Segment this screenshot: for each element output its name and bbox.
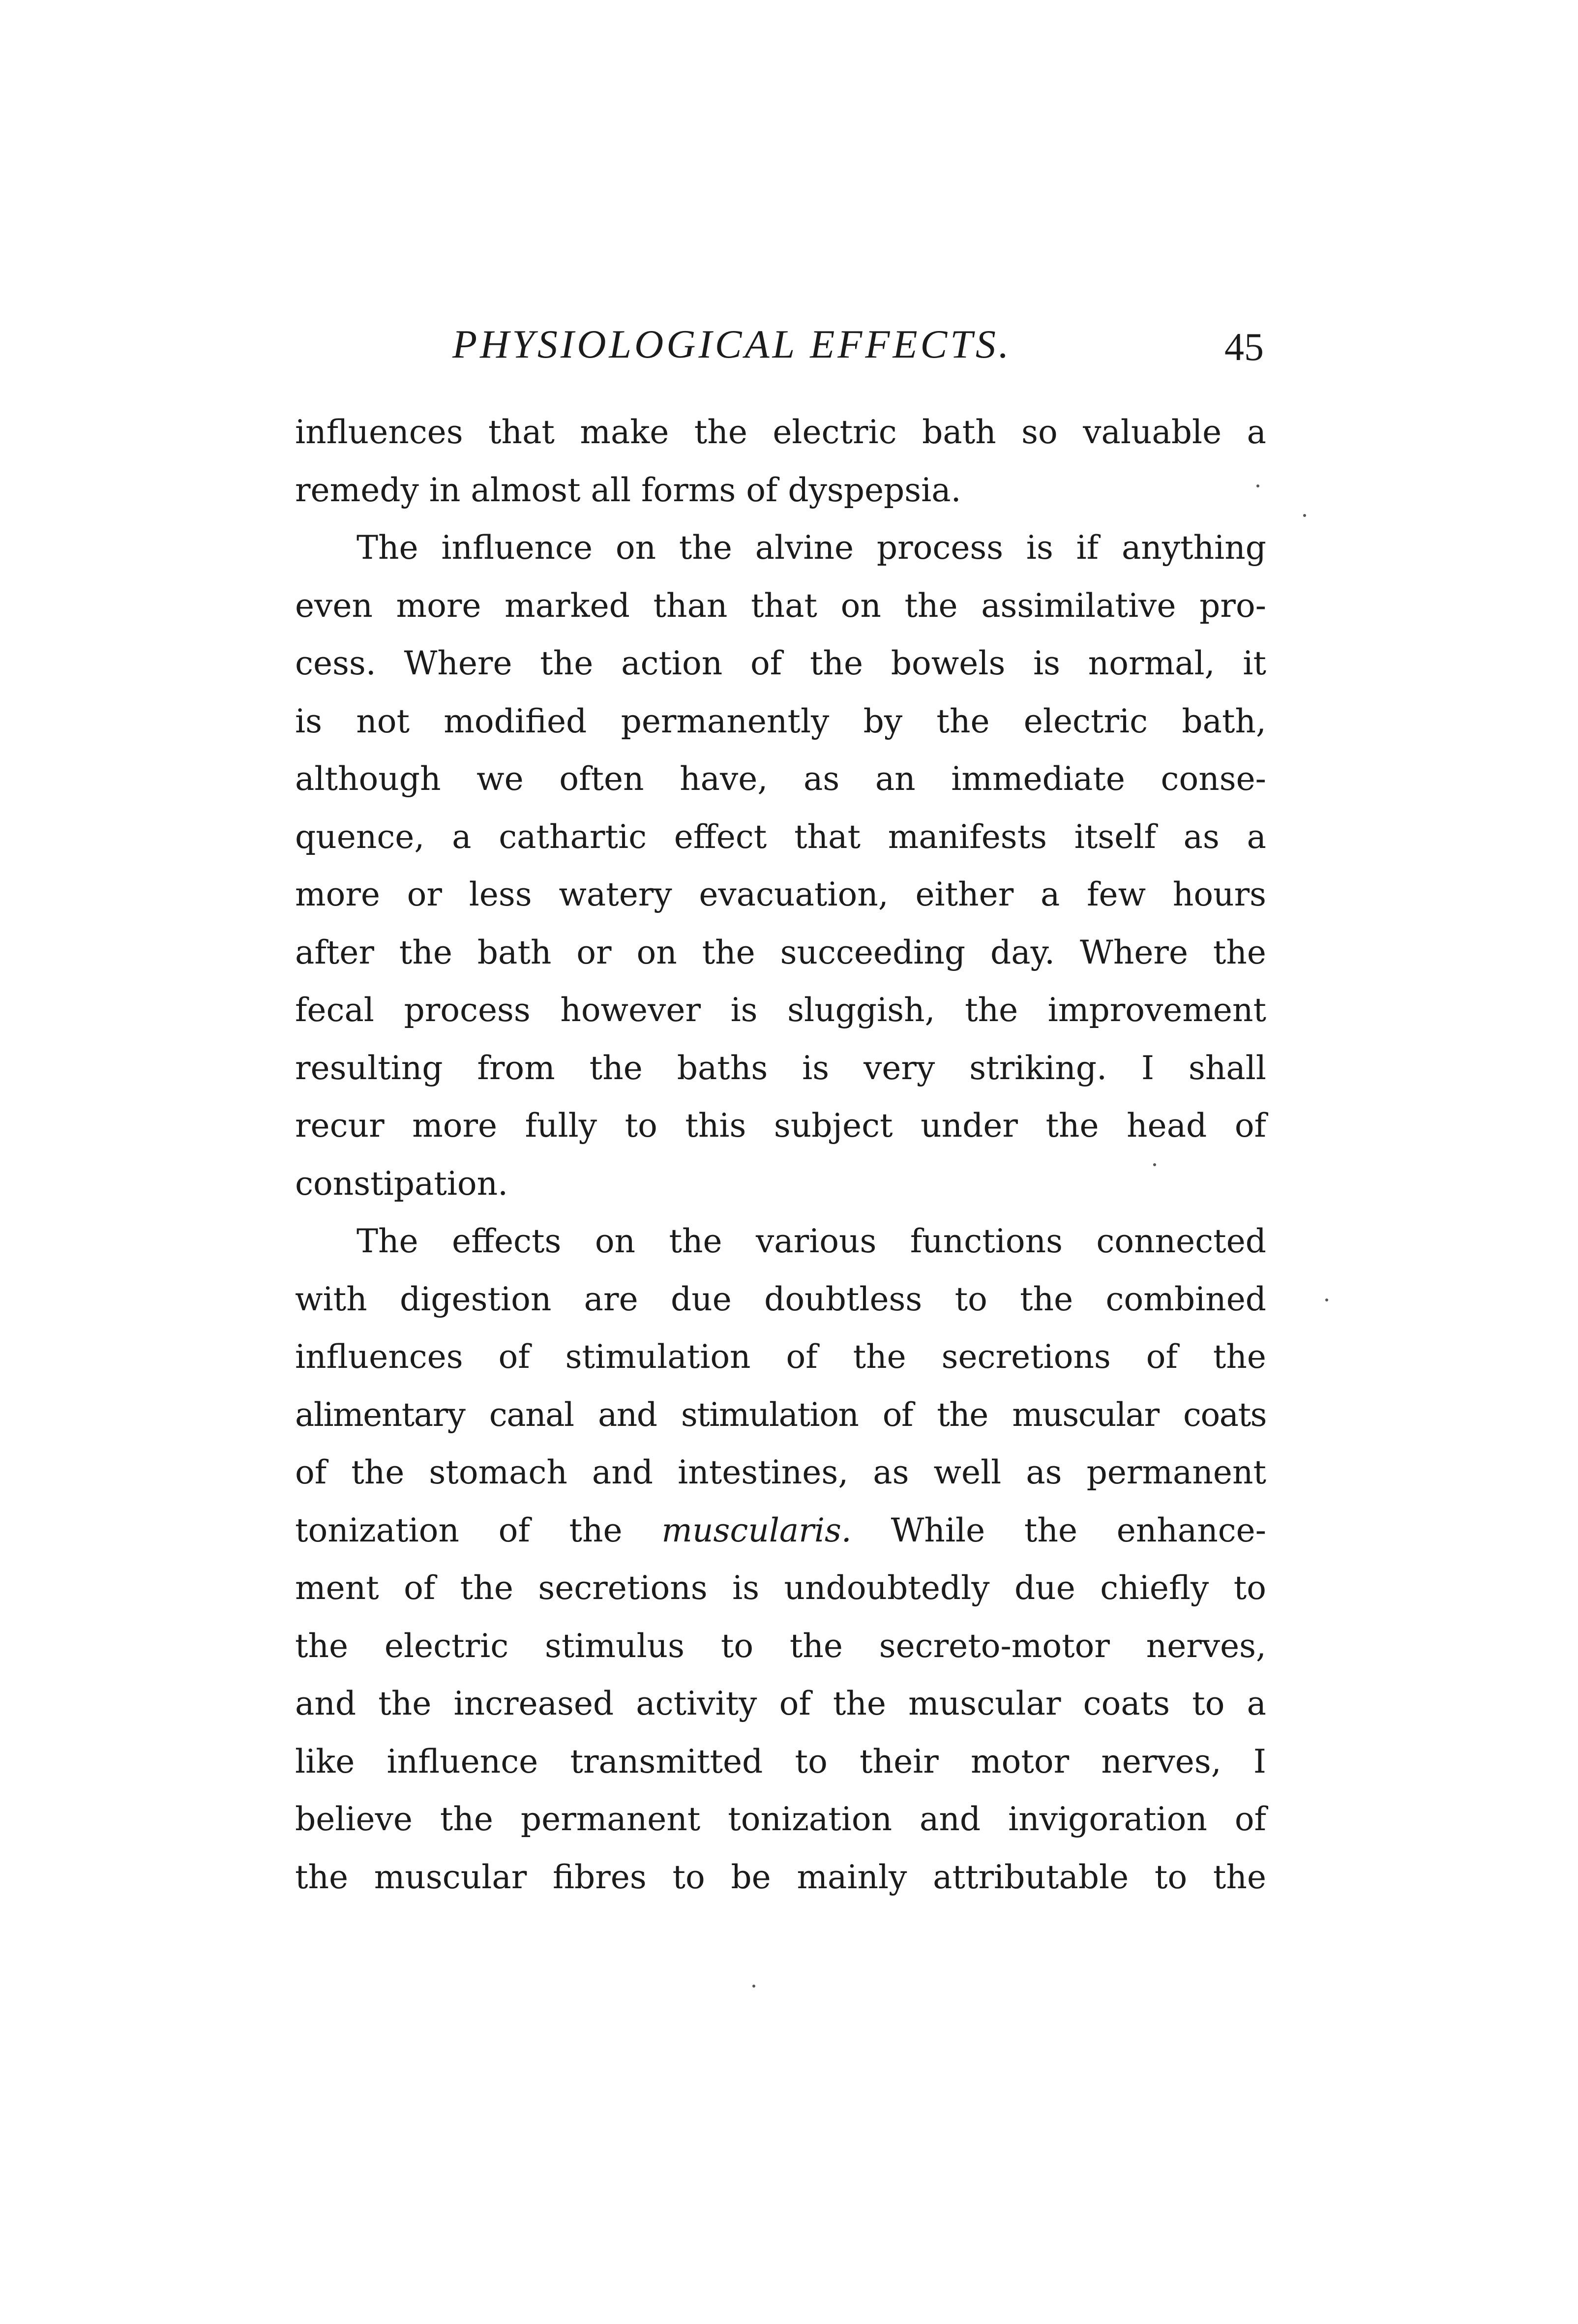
text-line: resulting from the baths is very striking. I shall <box>295 1049 1266 1087</box>
text-line: and the increased activity of the muscular coats to a <box>295 1685 1266 1722</box>
text-line: The effects on the various functions connected <box>357 1222 1266 1260</box>
text-line: remedy in almost all forms of dyspepsia. <box>295 471 961 509</box>
paragraph-1 <box>295 403 1266 519</box>
page-number: 45 <box>1224 326 1264 369</box>
text-line: believe the permanent tonization and invigoration of <box>295 1800 1266 1838</box>
italic-term: muscularis. <box>661 1511 852 1549</box>
paragraph-3 <box>295 1212 1266 1906</box>
scan-speck <box>1325 1298 1328 1301</box>
text-run: tonization of the <box>295 1511 623 1549</box>
text-line: constipation. <box>295 1164 508 1203</box>
text-line: more or less watery evacuation, either a few hours <box>295 875 1266 913</box>
scan-speck <box>1303 514 1306 517</box>
text-run: While the enhance- <box>891 1511 1267 1549</box>
text-line: is not modified permanently by the electric bath, <box>295 702 1266 740</box>
text-line: influences of stimulation of the secretions of the <box>295 1338 1266 1376</box>
text-line: like influence transmitted to their motor nerves, I <box>295 1742 1266 1781</box>
text-line: the muscular fibres to be mainly attributable to the <box>295 1858 1266 1896</box>
text-line: The influence on the alvine process is if anything <box>357 529 1266 567</box>
text-line-with-italic <box>295 1502 1266 1560</box>
running-title: PHYSIOLOGICAL EFFECTS. <box>452 322 1012 366</box>
text-line: of the stomach and intestines, as well as permanent <box>295 1453 1266 1491</box>
text-line: quence, a cathartic effect that manifests itself as a <box>295 817 1266 856</box>
paragraph-2 <box>295 519 1266 1212</box>
text-line: ment of the secretions is undoubtedly due chiefly to <box>295 1569 1266 1607</box>
text-line: after the bath or on the succeeding day. Where the <box>295 933 1266 971</box>
text-line: alimentary canal and stimulation of the muscular coats <box>295 1395 1266 1434</box>
text-line: even more marked than that on the assimilative pro- <box>295 586 1266 625</box>
text-line: although we often have, as an immediate conse- <box>295 760 1266 798</box>
scan-speck <box>752 1985 755 1988</box>
body-text <box>295 403 1266 1906</box>
running-head <box>295 315 1274 374</box>
scan-speck <box>1153 1163 1156 1166</box>
text-line: with digestion are due doubtless to the combined <box>295 1280 1266 1318</box>
text-line: fecal process however is sluggish, the improvement <box>295 991 1266 1029</box>
text-line: influences that make the electric bath so valuable a <box>295 413 1266 451</box>
text-line: the electric stimulus to the secreto-motor nerves, <box>295 1627 1266 1665</box>
text-line: cess. Where the action of the bowels is normal, it <box>295 644 1266 682</box>
text-line: recur more fully to this subject under the head of <box>295 1107 1266 1145</box>
scan-speck <box>1256 484 1259 487</box>
